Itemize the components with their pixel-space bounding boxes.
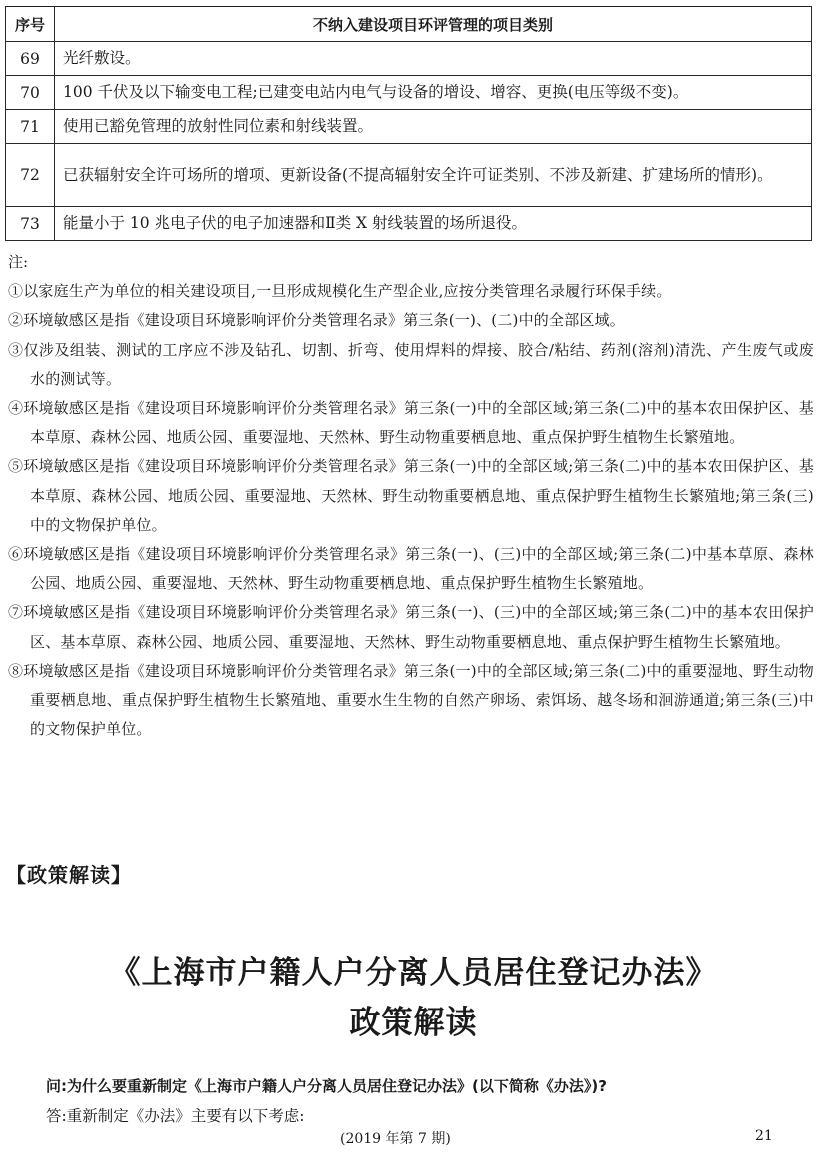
project-category-table: [5, 6, 812, 241]
note-item: ③仅涉及组装、测试的工序应不涉及钻孔、切割、折弯、使用焊料的焊接、胶合/粘结、药剂(溶剂)清洗、产生废气或废水的测试等。: [8, 340, 814, 388]
row-text: 能量小于 10 兆电子伏的电子加速器和Ⅱ类 X 射线装置的场所退役。: [55, 207, 812, 241]
table-row: [6, 42, 812, 76]
row-number: 72: [6, 144, 55, 207]
row-text: 已获辐射安全许可场所的增项、更新设备(不提高辐射安全许可证类别、不涉及新建、扩建场所的情形)。: [55, 144, 812, 207]
qa-section: [46, 1071, 806, 1131]
note-item: ⑤环境敏感区是指《建设项目环境影响评价分类管理名录》第三条(一)中的全部区域;第三条(二)中的基本农田保护区、基本草原、森林公园、地质公园、重要湿地、天然林、野生动物重要栖息地、重点保护野生植物生长繁殖地;第三条(三)中的文物保护单位。: [8, 457, 814, 534]
note-item: ⑦环境敏感区是指《建设项目环境影响评价分类管理名录》第三条(一)、(三)中的全部区域;第三条(二)中的基本农田保护区、基本草原、森林公园、地质公园、重要湿地、天然林、野生动物重要栖息地、重点保护野生植物生长繁殖地。: [8, 603, 814, 651]
row-text: 光纤敷设。: [55, 42, 812, 76]
article-title-line1: 《上海市户籍人户分离人员居住登记办法》: [109, 955, 718, 991]
header-project-category: 不纳入建设项目环评管理的项目类别: [55, 7, 812, 42]
row-number: 73: [6, 207, 55, 241]
row-text: 100 千伏及以下输变电工程;已建变电站内电气与设备的增设、增容、更换(电压等级不变)。: [55, 76, 812, 110]
notes-section: [8, 248, 814, 744]
answer-text: 答:重新制定《办法》主要有以下考虑:: [46, 1107, 305, 1125]
table-row: [6, 110, 812, 144]
table-row: [6, 144, 812, 207]
issue-label: (2019 年第 7 期): [340, 1131, 451, 1147]
section-heading: 【政策解读】: [6, 863, 132, 887]
table-row: [6, 76, 812, 110]
row-number: 71: [6, 110, 55, 144]
table-row: [6, 207, 812, 241]
note-item: ⑧环境敏感区是指《建设项目环境影响评价分类管理名录》第三条(一)中的全部区域;第三条(二)中的重要湿地、野生动物重要栖息地、重点保护野生植物生长繁殖地、重要水生生物的自然产卵场、索饵场、越冬场和洄游通道;第三条(三)中的文物保护单位。: [8, 661, 814, 739]
table-header-row: [6, 7, 812, 42]
note-item: ①以家庭生产为单位的相关建设项目,一旦形成规模化生产型企业,应按分类管理名录履行环保手续。: [8, 282, 672, 301]
row-number: 70: [6, 76, 55, 110]
page-number: 21: [755, 1128, 773, 1144]
note-item: ⑥环境敏感区是指《建设项目环境影响评价分类管理名录》第三条(一)、(三)中的全部区域;第三条(二)中基本草原、森林公园、地质公园、重要湿地、天然林、野生动物重要栖息地、重点保护野生植物生长繁殖地。: [8, 545, 814, 593]
note-item: ④环境敏感区是指《建设项目环境影响评价分类管理名录》第三条(一)中的全部区域;第三条(二)中的基本农田保护区、基本草原、森林公园、地质公园、重要湿地、天然林、野生动物重要栖息地、重点保护野生植物生长繁殖地。: [8, 399, 814, 447]
row-number: 69: [6, 42, 55, 76]
header-serial-number: 序号: [6, 7, 55, 42]
notes-lead: 注:: [8, 253, 29, 271]
row-text: 使用已豁免管理的放射性同位素和射线装置。: [55, 110, 812, 144]
question-text: 问:为什么要重新制定《上海市户籍人户分离人员居住登记办法》(以下简称《办法》)?: [46, 1077, 607, 1095]
article-title-line2: 政策解读: [349, 1005, 478, 1041]
note-item: ②环境敏感区是指《建设项目环境影响评价分类管理名录》第三条(一)、(二)中的全部区域。: [8, 311, 626, 330]
article-title: [0, 948, 827, 1048]
